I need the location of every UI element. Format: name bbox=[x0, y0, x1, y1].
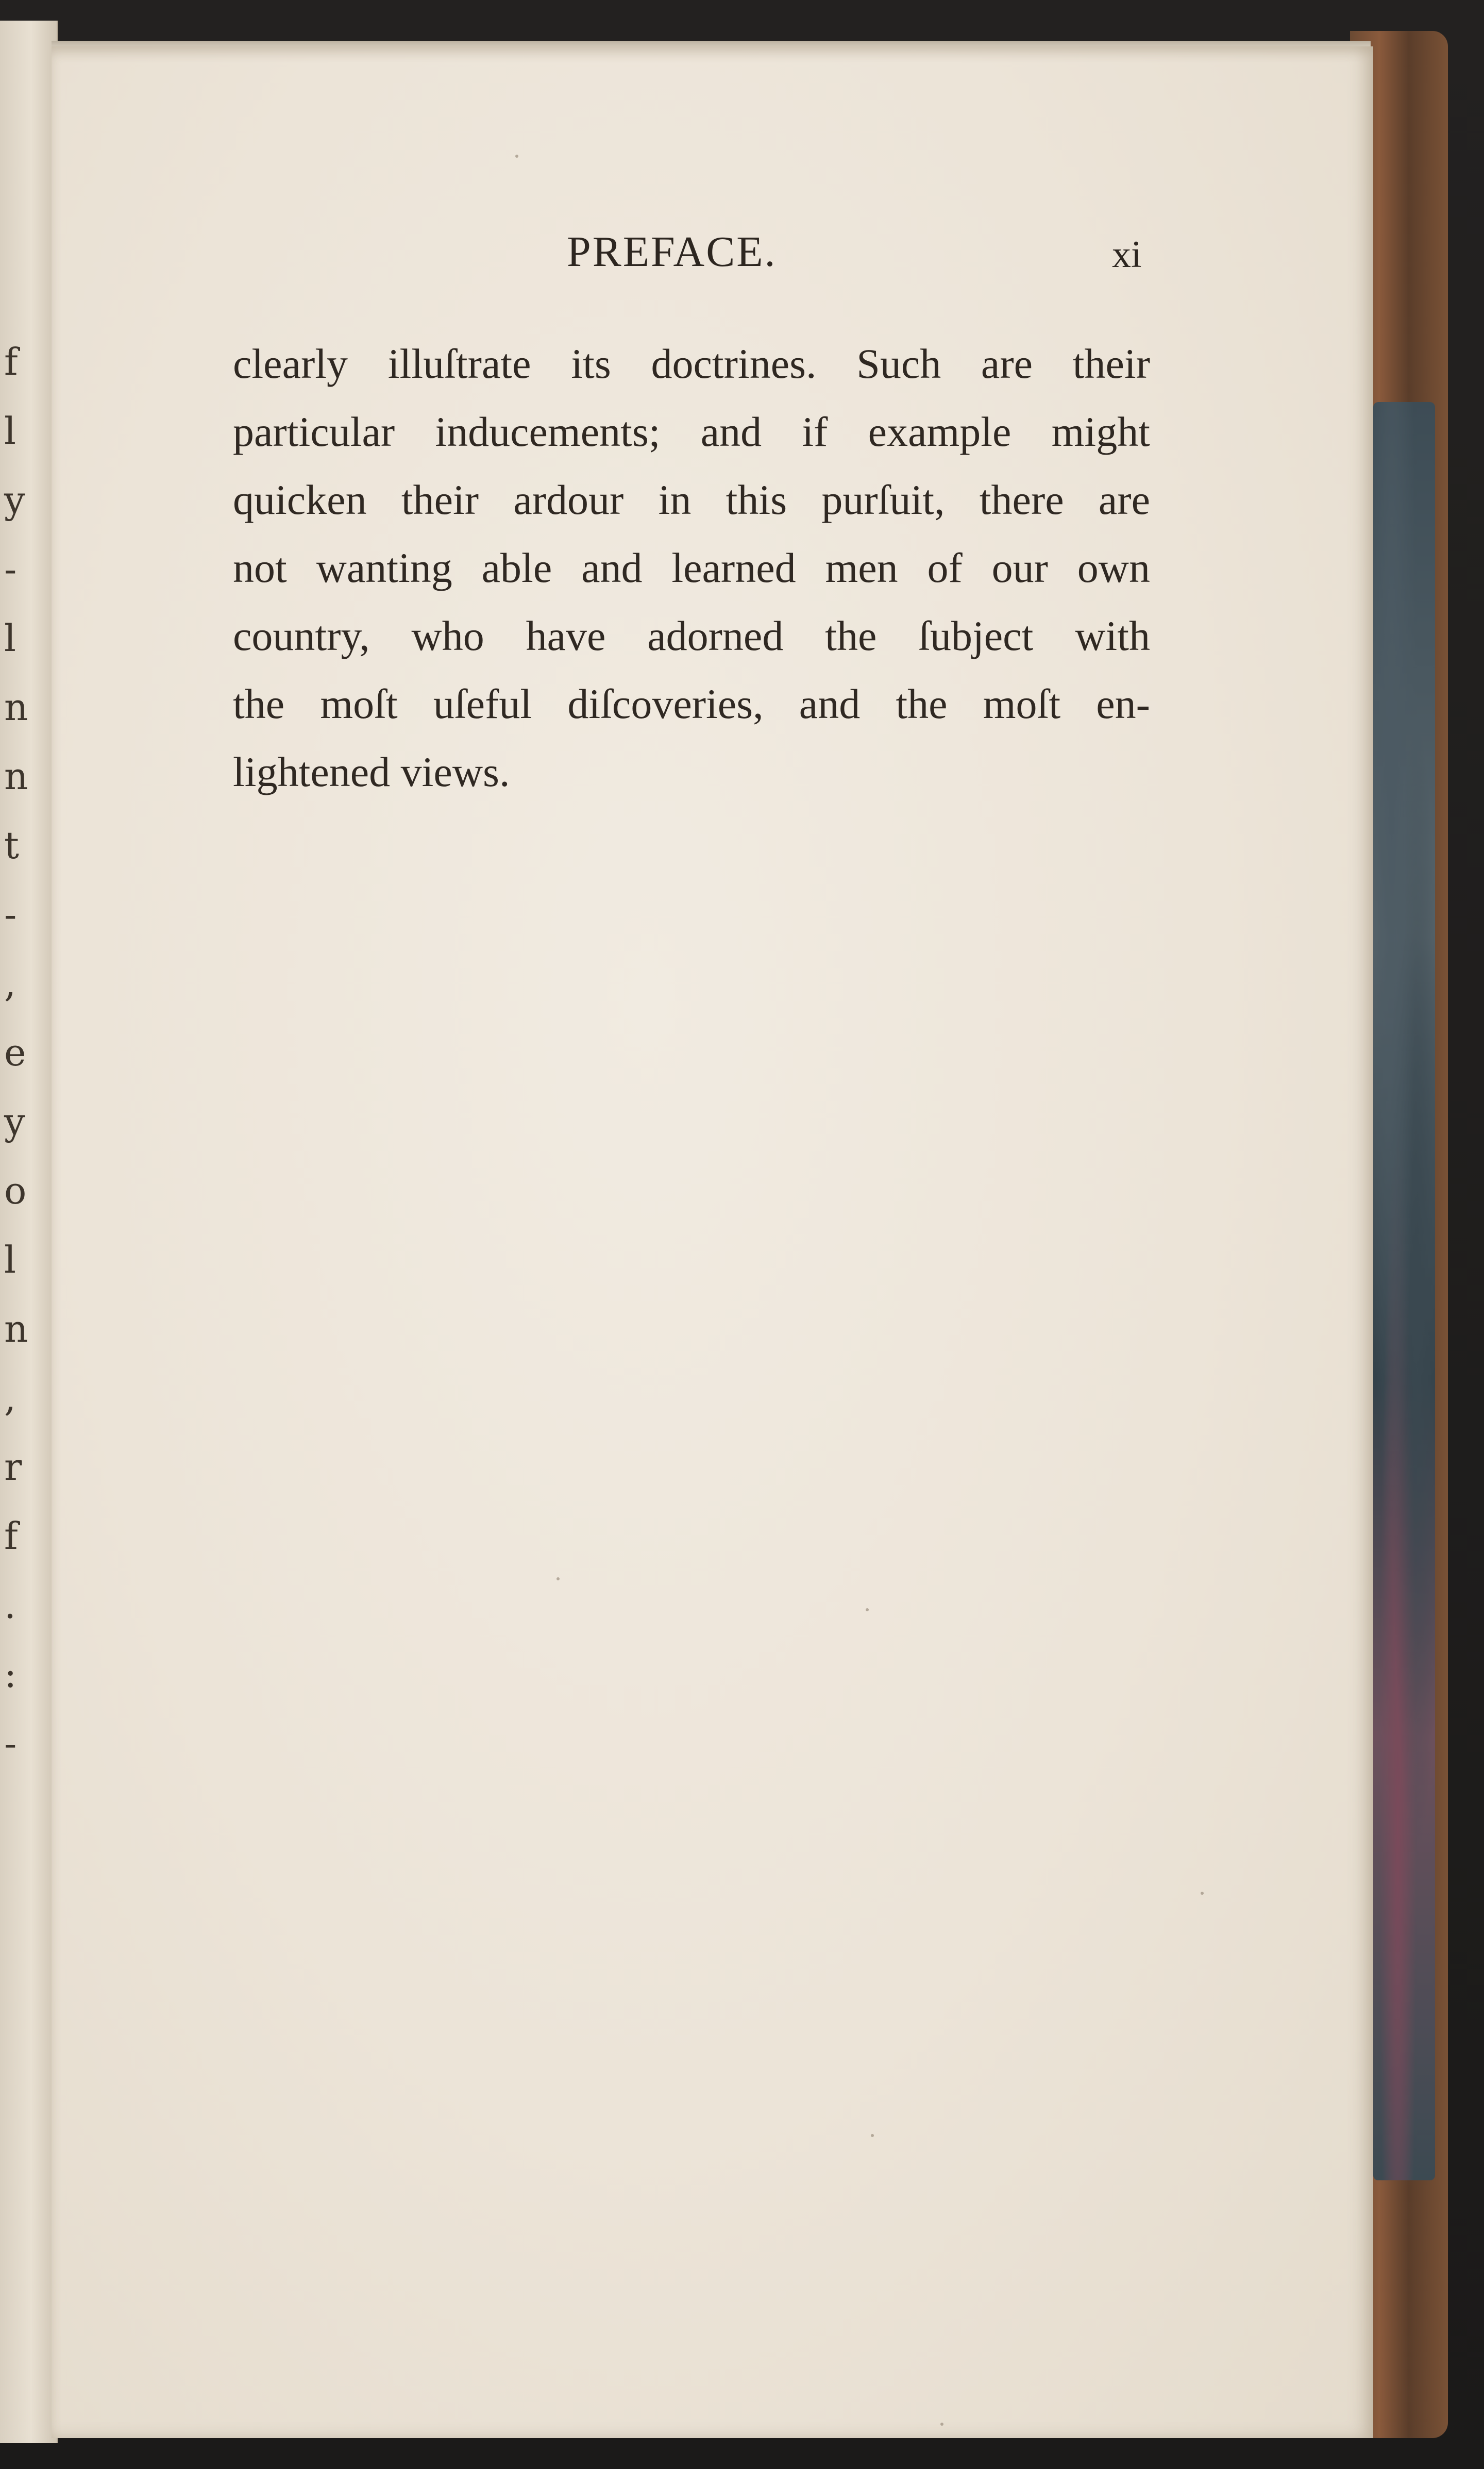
paper-fleck bbox=[556, 1577, 560, 1580]
paper-fleck bbox=[1201, 1892, 1204, 1895]
paper-fleck bbox=[871, 2134, 874, 2137]
paper-fleck bbox=[940, 2423, 943, 2426]
previous-page-glyph: l bbox=[4, 616, 16, 660]
previous-page-glyph: y bbox=[4, 1100, 25, 1143]
paper-fleck bbox=[515, 155, 518, 158]
previous-page-glyph: y bbox=[4, 478, 25, 522]
previous-page-glyph: f bbox=[4, 1514, 18, 1558]
text-line: the moſt uſeful diſcoveries, and the moſt en- bbox=[233, 680, 1150, 727]
previous-page-glyph: . bbox=[4, 1583, 16, 1627]
previous-page-glyph: , bbox=[4, 962, 16, 1005]
previous-page-glyph: - bbox=[4, 1722, 17, 1765]
previous-page-glyph: , bbox=[4, 1376, 16, 1420]
previous-page-glyph: e bbox=[4, 1031, 26, 1074]
previous-page-glyph: l bbox=[4, 1238, 16, 1281]
text-line: country, who have adorned the ſubject with bbox=[233, 612, 1150, 659]
previous-page-glyph: - bbox=[4, 547, 17, 591]
text-line: not wanting able and learned men of our own bbox=[233, 544, 1150, 591]
previous-page-glyph: l bbox=[4, 409, 16, 453]
text-line: quicken their ardour in this purſuit, there are bbox=[233, 476, 1150, 523]
text-line: particular inducements; and if example might bbox=[233, 408, 1150, 455]
page-number: xi bbox=[1112, 233, 1142, 276]
previous-page-glyph: f bbox=[4, 340, 18, 383]
previous-page-glyph: r bbox=[4, 1445, 22, 1489]
body-text bbox=[233, 330, 1150, 806]
marbled-endpaper bbox=[1373, 402, 1435, 2180]
previous-page-edge bbox=[0, 21, 58, 2443]
previous-page-glyph: n bbox=[4, 686, 28, 729]
previous-page-glyph: t bbox=[4, 824, 19, 867]
text-line: clearly illuſtrate its doctrines. Such are their bbox=[233, 340, 1150, 387]
previous-page-glyph: o bbox=[4, 1169, 27, 1212]
paper-fleck bbox=[866, 1608, 869, 1611]
previous-page-glyph: : bbox=[4, 1653, 17, 1696]
running-head: PREFACE. bbox=[567, 228, 777, 276]
previous-page-glyph: n bbox=[4, 1307, 28, 1350]
previous-page-glyph: - bbox=[4, 893, 17, 936]
text-line: lightened views. bbox=[233, 748, 510, 795]
previous-page-glyph: n bbox=[4, 755, 28, 798]
